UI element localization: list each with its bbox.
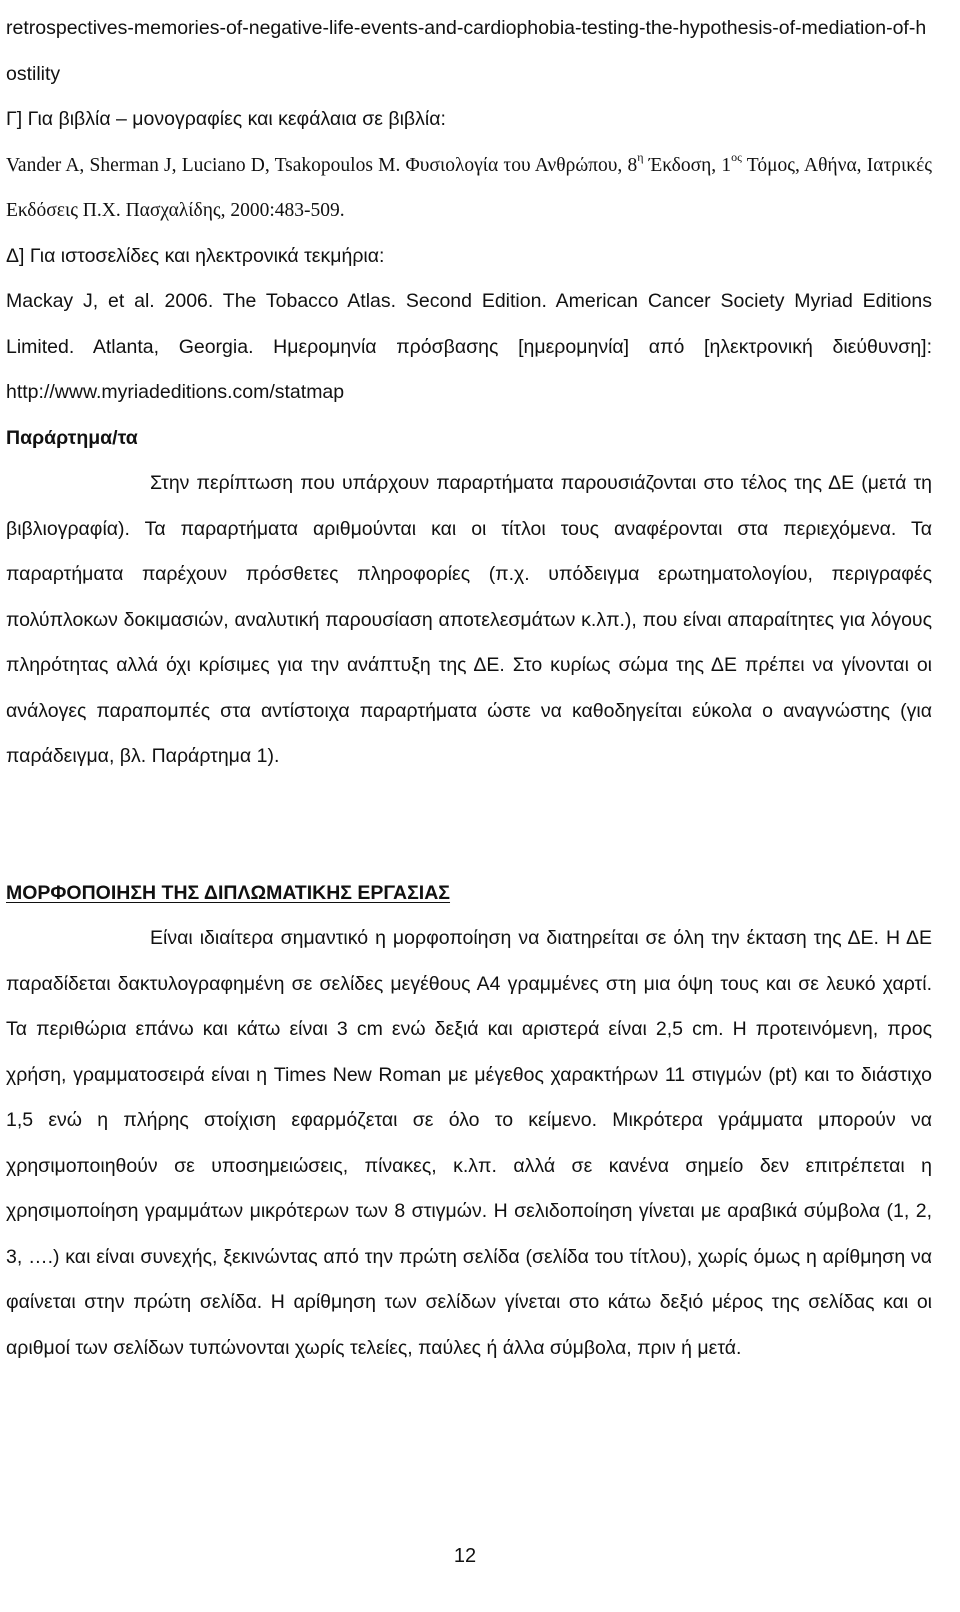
books-section-title: Γ] Για βιβλία – μονογραφίες και κεφάλαια σε βιβλία: bbox=[6, 108, 446, 130]
section-spacer bbox=[6, 780, 932, 871]
reference-url-continuation: retrospectives-memories-of-negative-life-events-and-cardiophobia-testing-the-hypothesis-of-mediation-of-hostility bbox=[6, 17, 927, 85]
page-content bbox=[6, 6, 932, 1371]
volume-superscript: ος bbox=[731, 150, 742, 164]
appendix-heading: Παράρτημα/τα bbox=[6, 426, 138, 449]
book-reference-part-3: Τόμος, Αθήνα, Ιατρικές Εκδόσεις Π.Χ. Πασχαλίδης, 2000:483-509. bbox=[6, 154, 932, 221]
appendix-paragraph: Στην περίπτωση που υπάρχουν παραρτήματα παρουσιάζονται στο τέλος της ΔΕ (μετά τη βιβλιογραφία). Τα παραρτήματα αριθμούνται και οι τίτλοι τους αναφέρονται στα περιεχόμενα. Τα παραρτήματα παρέχουν πρόσθετες πληροφορίες (π.χ. υπόδειγμα ερωτηματολογίου, περιγραφές πολύπλοκων δοκιμασιών, αναλυτική παρουσίαση αποτελεσμάτων κ.λπ.), που είναι απαραίτητες για λόγους πληρότητας αλλά όχι κρίσιμες για την ανάπτυξη της ΔΕ. Στο κυρίως σώμα της ΔΕ πρέπει να γίνονται οι ανάλογες παραπομπές στα αντίστοιχα παραρτήματα ώστε να καθοδηγείται εύκολα ο αναγνώστης (για παράδειγμα, βλ. Παράρτημα 1). bbox=[6, 472, 932, 767]
book-reference-part-2: Έκδοση, 1 bbox=[643, 154, 732, 176]
web-reference: Mackay J, et al. 2006. The Tobacco Atlas. Second Edition. American Cancer Society Myriad Editions Limited. Atlanta, Georgia. Ημερομηνία πρόσβασης [ημερομηνία] από [ηλεκτρονική διεύθυνση]: http://www.myriadeditions.com/statmap bbox=[6, 290, 932, 403]
web-section-title: Δ] Για ιστοσελίδες και ηλεκτρονικά τεκμήρια: bbox=[6, 244, 385, 267]
edition-superscript: η bbox=[637, 150, 644, 164]
book-reference-part-1: Vander A, Sherman J, Luciano D, Tsakopoulos M. Φυσιολογία του Ανθρώπου, 8 bbox=[6, 154, 638, 176]
formatting-paragraph: Είναι ιδιαίτερα σημαντικό η μορφοποίηση να διατηρείται σε όλη την έκταση της ΔΕ. Η ΔΕ παραδίδεται δακτυλογραφημένη σε σελίδες μεγέθους Α4 γραμμένες στη μια όψη τους και σε λευκό χαρτί. Τα περιθώρια επάνω και κάτω είναι 3 cm ενώ δεξιά και αριστερά είναι 2,5 cm. Η προτεινόμενη, προς χρήση, γραμματοσειρά είναι η Times New Roman με μέγεθος χαρακτήρων 11 στιγμών (pt) και το διάστιχο 1,5 ενώ η πλήρης στοίχιση εφαρμόζεται σε όλο το κείμενο. Μικρότερα γράμματα μπορούν να χρησιμοποιηθούν σε υποσημειώσεις, πίνακες, κ.λπ. αλλά σε κανένα σημείο δεν επιτρέπεται η χρησιμοποίηση γραμμάτων μικρότερων των 8 στιγμών. Η σελιδοποίηση γίνεται με αραβικά σύμβολα (1, 2, 3, ….) και είναι συνεχής, ξεκινώντας από την πρώτη σελίδα (σελίδα του τίτλου), χωρίς όμως η αρίθμηση να φαίνεται στην πρώτη σελίδα. Η αρίθμηση των σελίδων γίνεται στο κάτω δεξιό μέρος της σελίδας και οι αριθμοί των σελίδων τυπώνονται χωρίς τελείες, παύλες ή άλλα σύμβολα, πριν ή μετά. bbox=[6, 927, 932, 1359]
formatting-section-heading: ΜΟΡΦΟΠΟΙΗΣΗ ΤΗΣ ΔΙΠΛΩΜΑΤΙΚΗΣ ΕΡΓΑΣΙΑΣ bbox=[6, 881, 451, 904]
page-number: 12 bbox=[453, 1545, 477, 1567]
book-reference bbox=[6, 143, 932, 234]
